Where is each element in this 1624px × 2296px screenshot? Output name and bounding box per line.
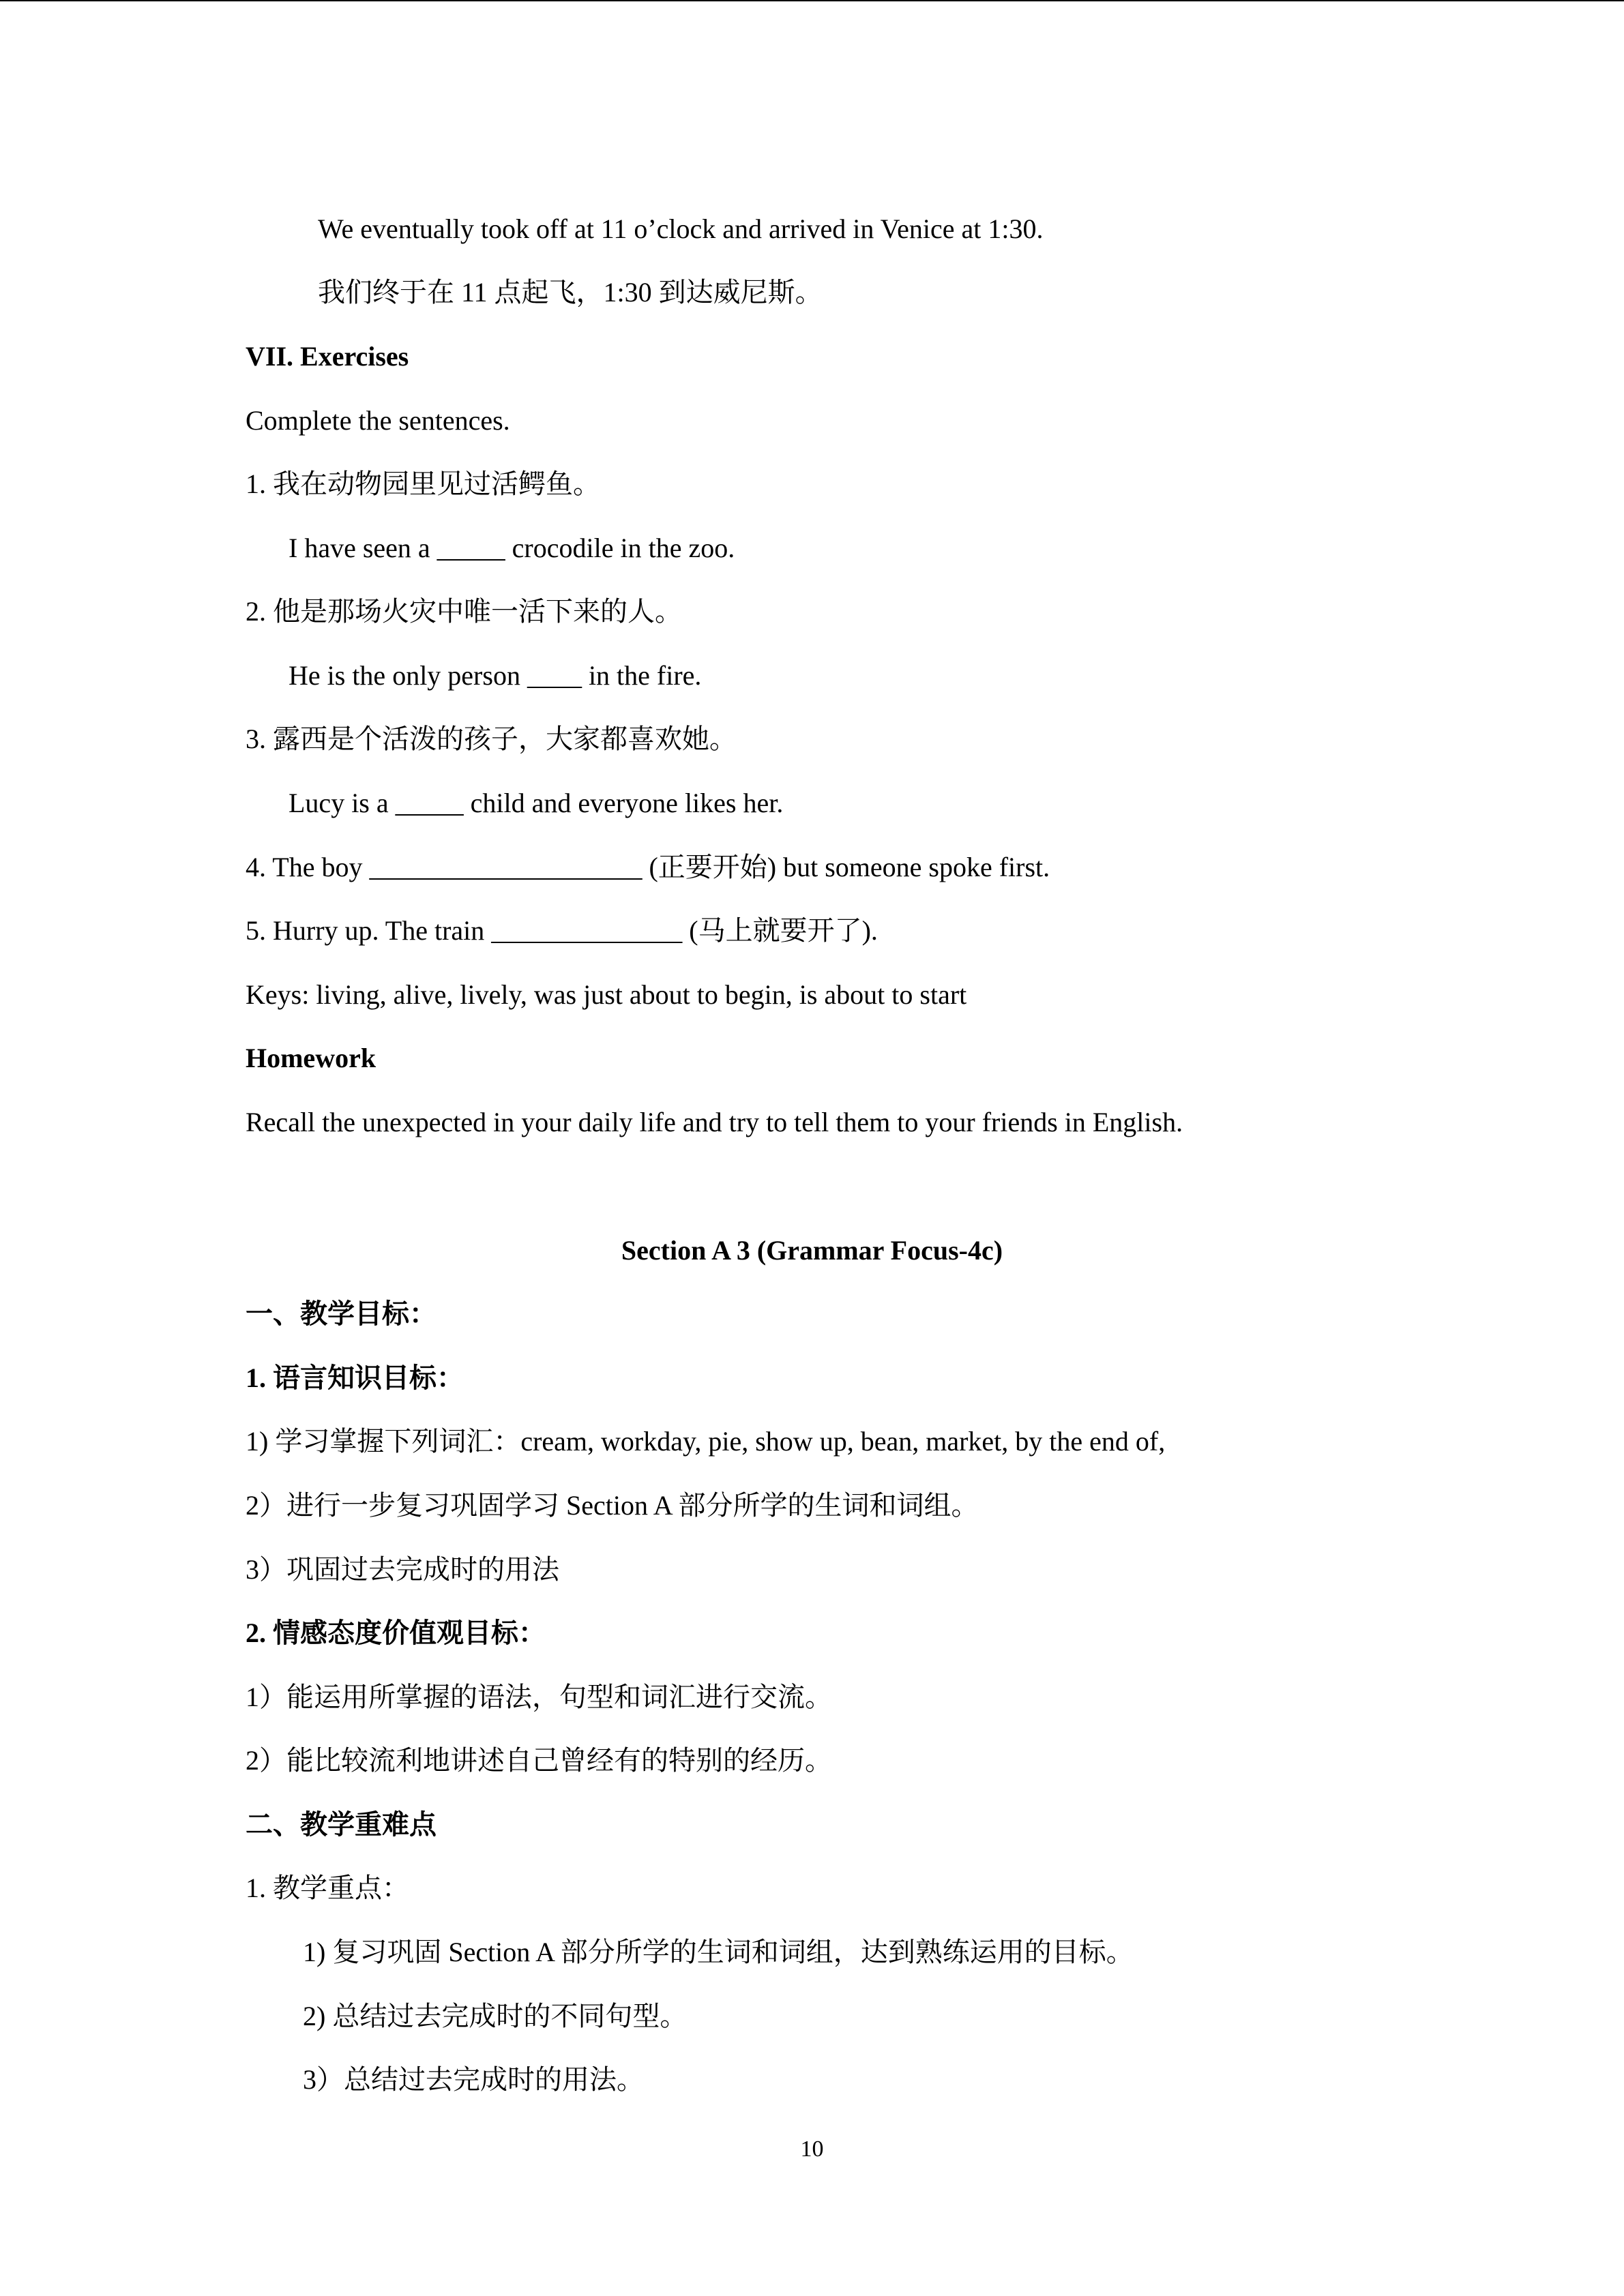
exercises-heading: VII. Exercises [246,341,409,372]
exercise-item-5: 5. Hurry up. The train ______________ (马上就要开了). [246,915,878,946]
emotion-attitude-goals-heading: 2. 情感态度价值观目标： [246,1617,546,1648]
exercise-item-2-prompt: 2. 他是那场火灾中唯一活下来的人。 [246,596,682,627]
top-border-line [0,0,1624,1]
emotion-goal-item-1: 1）能运用所掌握的语法，句型和词汇进行交流。 [246,1682,832,1712]
exercise-item-1-sentence: I have seen a _____ crocodile in the zoo. [289,533,735,563]
language-goal-item-1: 1) 学习掌握下列词汇：cream, workday, pie, show up, bean, market, by the end of, [246,1426,1166,1457]
teaching-goals-heading: 一、教学目标： [246,1298,437,1329]
language-goal-item-2: 2）进行一步复习巩固学习 Section A 部分所学的生词和词组。 [246,1490,979,1521]
example-sentence-zh: 我们终于在 11 点起飞，1:30 到达威尼斯。 [318,277,823,308]
emotion-goal-item-2: 2）能比较流利地讲述自己曾经有的特别的经历。 [246,1745,832,1776]
exercise-item-1-prompt: 1. 我在动物园里见过活鳄鱼。 [246,468,600,499]
example-sentence-en: We eventually took off at 11 o’clock and arrived in Venice at 1:30. [318,213,1044,244]
exercise-item-4: 4. The boy ____________________ (正要开始) but someone spoke first. [246,852,1050,882]
homework-heading: Homework [246,1043,377,1073]
exercise-item-3-sentence: Lucy is a _____ child and everyone likes her. [289,788,784,818]
exercise-item-3-prompt: 3. 露西是个活泼的孩子，大家都喜欢她。 [246,724,737,754]
key-point-item-3: 3）总结过去完成时的用法。 [303,2064,644,2095]
key-point-item-1: 1) 复习巩固 Section A 部分所学的生词和词组，达到熟练运用的目标。 [303,1937,1134,1967]
exercise-item-2-sentence: He is the only person ____ in the fire. [289,660,702,691]
homework-text: Recall the unexpected in your daily life and try to tell them to your friends in English. [246,1107,1183,1137]
key-difficult-points-heading: 二、教学重难点 [246,1809,437,1840]
language-goal-item-3: 3）巩固过去完成时的用法 [246,1554,559,1585]
exercises-instruction: Complete the sentences. [246,405,510,436]
key-point-item-2: 2) 总结过去完成时的不同句型。 [303,2001,688,2031]
language-knowledge-goals-heading: 1. 语言知识目标： [246,1362,464,1393]
teaching-key-points-heading: 1. 教学重点： [246,1873,409,1903]
section-title: Section A 3 (Grammar Focus-4c) [621,1235,1003,1266]
exercise-keys: Keys: living, alive, lively, was just about to begin, is about to start [246,979,967,1010]
page-number: 10 [800,2136,824,2162]
